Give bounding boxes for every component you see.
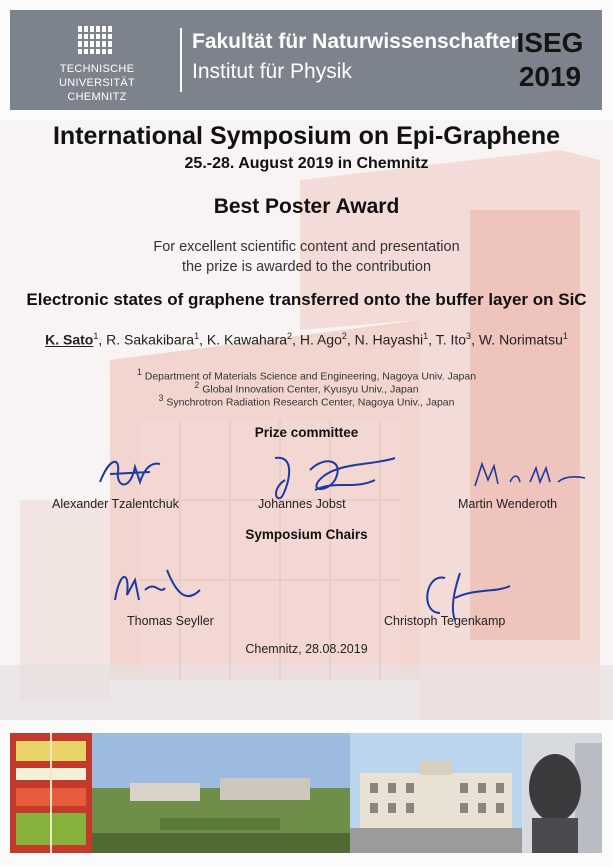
author-name: K. Sato [45,331,94,348]
affiliation-text: Synchrotron Radiation Research Center, Nagoya Univ., Japan [166,396,455,409]
signature-wenderoth [470,458,590,494]
committee-member: Martin Wenderoth [458,497,558,511]
author-affiliation-mark: 3 [466,331,472,341]
author-name: H. Ago [299,331,342,348]
author-name: N. Hayashi [354,331,424,348]
university-name-line1: TECHNISCHE UNIVERSITÄT [58,63,136,89]
affiliation-mark: 3 [158,393,164,403]
award-title: Best Poster Award [213,195,400,218]
signature-tzalentchuk [90,452,180,502]
contribution-title: Electronic states of graphene transferred onto the buffer layer on SiC [26,290,587,309]
place-and-date: Chemnitz, 28.08.2019 [245,642,368,656]
photo-strip [10,733,602,853]
author-affiliation-mark: 2 [287,331,293,341]
photo-main-building [350,733,522,853]
university-name-line2: CHEMNITZ [67,91,127,103]
photo-karl-marx-monument [522,733,602,853]
affiliation-mark: 1 [136,367,142,377]
faculty-name: Fakultät für Naturwissenschaften [192,30,524,53]
symposium-chair: Thomas Seyller [127,614,214,628]
iseg-logo-text: ISEG [516,27,584,58]
photo-atrium [10,733,92,853]
author-affiliation-mark: 2 [341,331,347,341]
affiliation [0,392,613,410]
institute-name: Institut für Physik [192,60,352,83]
signature-seyller [105,560,205,615]
affiliation-text: Department of Materials Science and Engineering, Nagoya Univ. Japan [144,370,477,383]
author-name: T. Ito [435,331,467,348]
committee-member: Johannes Jobst [258,497,346,511]
symposium-title: International Symposium on Epi-Graphene [52,122,560,150]
iseg-logo-year: 2019 [518,61,582,92]
symposium-chairs-heading: Symposium Chairs [245,527,368,542]
award-intro-line1: For excellent scientific content and presentation [153,239,460,255]
author-list: K. Sato$^1$, R. Sakakibara$^1$, K. Kawahara$^2$, H. Ago$^2$, N. Hayashi$^1$, T. Ito$^3$, W. Norimatsu$^1$ [45,331,568,348]
affiliation-text: Global Innovation Center, Kyusyu Univ., Japan [202,383,419,396]
committee-member: Alexander Tzalentchuk [52,497,179,511]
prize-committee-heading: Prize committee [254,425,359,440]
affiliation-mark: 2 [194,380,200,390]
symposium-date: 25.-28. August 2019 in Chemnitz [184,155,429,172]
author-affiliation-mark: 1 [562,331,568,341]
author-affiliation-mark: 1 [423,331,429,341]
award-intro-line2: the prize is awarded to the contribution [181,259,432,275]
author-name: W. Norimatsu [478,331,563,348]
author-name: K. Kawahara [206,331,288,348]
author-affiliation-mark: 1 [93,331,99,341]
author-name: R. Sakakibara [106,331,195,348]
symposium-chair: Christoph Tegenkamp [384,614,506,628]
photo-campus-aerial [92,733,350,853]
author-affiliation-mark: 1 [194,331,200,341]
